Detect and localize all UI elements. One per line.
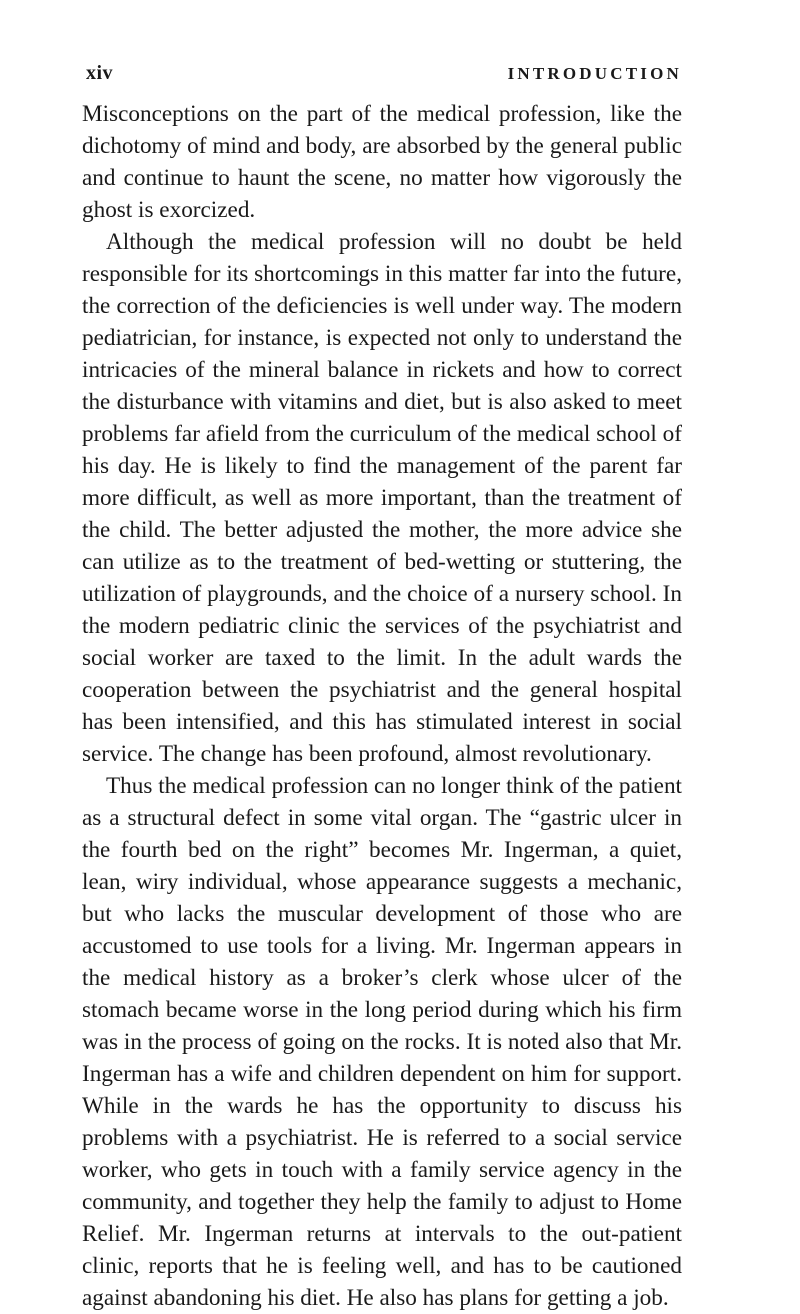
book-page — [82, 62, 682, 1314]
running-head — [82, 62, 682, 92]
paragraph-mr-ingerman: Thus the medical profession can no longer think of the patient as a structural defect in some vital organ. The “gastric ulcer in the fourth bed on the right” becomes Mr. Ingerman, a quiet, lean, wiry individual, whose appearance suggests a mechanic, but who lacks the muscular development of those who are accustomed to use tools for a living. Mr. Ingerman appears in the medical history as a broker’s clerk whose ulcer of the stomach became worse in the long period during which his firm was in the process of going on the rocks. It is noted also that Mr. Ingerman has a wife and children dependent on him for support. While in the wards he has the opportunity to discuss his problems with a psychiatrist. He is referred to a social service worker, who gets in touch with a family service agency in the community, and together they help the family to adjust to Home Relief. Mr. Ingerman returns at intervals to the out-patient clinic, reports that he is feeling well, and has to be cautioned against abandoning his diet. He also has plans for getting a job. — [82, 773, 682, 1311]
paragraph-deficiencies: Although the medical profession will no doubt be held responsible for its shortcomings in this matter far into the future, the correction of the deficiencies is well under way. The modern pediatrician, for instance, is expected not only to understand the intricacies of the mineral balance in rickets and how to correct the disturbance with vitamins and diet, but is also asked to meet problems far afield from the curriculum of the medical school of his day. He is likely to find the management of the parent far more difficult, as well as more important, than the treatment of the child. The better adjusted the mother, the more advice she can utilize as to the treatment of bed-wetting or stuttering, the utilization of playgrounds, and the choice of a nursery school. In the modern pediatric clinic the services of the psychiatrist and social worker are taxed to the limit. In the adult wards the cooperation between the psychiatrist and the general hospital has been intensified, and this has stimulated interest in social service. The change has been profound, almost revolutionary. — [82, 229, 682, 767]
page-number: xiv — [86, 62, 114, 84]
paragraph-misconceptions: Misconceptions on the part of the medical profession, like the dichotomy of mind and body, are absorbed by the general public and continue to haunt the scene, no matter how vigorously the ghost is exorcized. — [82, 101, 682, 223]
section-title: INTRODUCTION — [507, 64, 682, 83]
